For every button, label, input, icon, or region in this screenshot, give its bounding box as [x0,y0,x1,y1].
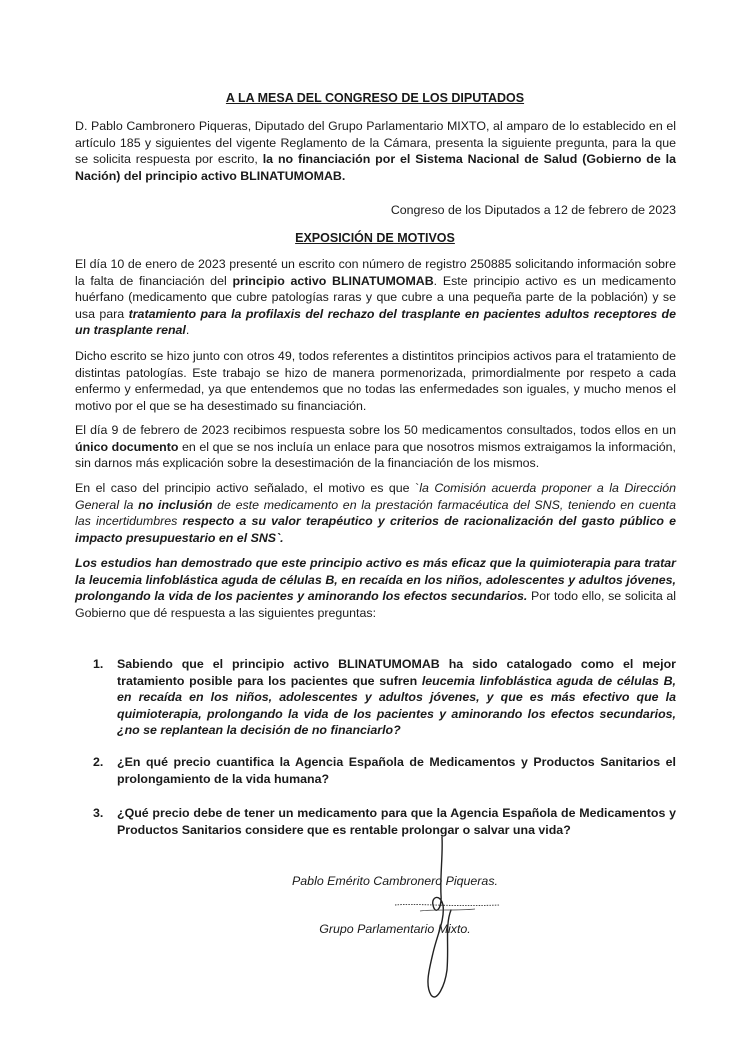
p1-text-e: . [185,323,190,337]
date-line: Congreso de los Diputados a 12 de febrero de 2023 [390,203,676,217]
p5-studies: Los estudios han demostrado que este principio activo es más eficaz que la quimioterapia para tratar la leucemia linfoblástica aguda de células B, en recaída en los niños, adolescentes y adultos jóvenes, prolongando la vida de los pacientes y aminorando los efectos secundarios. [75,556,676,603]
paragraph-4 [75,480,676,546]
paragraph-3 [75,422,676,472]
intro-subject: la no financiación por el Sistema Nacional de Salud (Gobierno de la Nación) del principio activo BLINATUMOMAB. [75,152,676,183]
question-3 [93,805,676,838]
handwritten-signature [385,835,505,1005]
signature-group: Grupo Parlamentario Mixto. [319,922,471,936]
signature-name: Pablo Emérito Cambronero Piqueras. [292,874,498,888]
p1-text-c: . Este principio activo es un medicamento huérfano (medicamento que cubre patologías raras y que cubre a una pequeña parte de la población) y se usa para [75,273,676,321]
section-title: EXPOSICIÓN DE MOTIVOS [295,231,455,245]
p4-quote-b: de este medicamento en la prestación farmacéutica del SNS, teniendo en cuenta las incertidumbres [75,497,676,528]
question-2-text: ¿En qué precio cuantifica la Agencia Española de Medicamentos y Productos Sanitarios el prolongamiento de la vida humana? [117,755,676,786]
p4-no-inclusion: no inclusión [138,497,213,512]
p1-text-a: El día 10 de enero de 2023 presenté un escrito con número de registro 250885 solicitando información sobre la falta de financiación del [75,257,676,288]
question-number: 1. [93,657,104,671]
question-1 [93,656,676,739]
question-2 [93,754,676,787]
p4-text-a: En el caso del principio activo señalado, el motivo es que ` [75,481,420,495]
p3-unique-doc: único documento [75,439,179,454]
paragraph-1 [75,256,676,339]
question-1-text: Sabiendo que el principio activo BLINATUMOMAB ha sido catalogado como el mejor tratamiento posible para los pacientes que sufren [117,657,676,688]
question-number: 3. [93,806,104,820]
p4-quote-c: respecto a su valor terapéutico y criterios de racionalización del gasto público e impacto presupuestario en el SNS`. [75,514,677,545]
intro-text: D. Pablo Cambronero Piqueras, Diputado del Grupo Parlamentario MIXTO, al amparo de lo establecido en el artículo 185 y siguientes del vigente Reglamento de la Cámara, presenta la siguiente pregunta, para la que se solicita respuesta por escrito, [75,119,676,166]
p5-request: Por todo ello, se solicita al Gobierno que dé respuesta a las siguientes preguntas: [75,589,676,620]
p1-drug-name: principio activo BLINATUMOMAB [232,273,434,288]
paragraph-5 [75,555,676,621]
intro-paragraph [75,118,676,184]
document-heading: A LA MESA DEL CONGRESO DE LOS DIPUTADOS [225,91,525,105]
question-3-text: ¿Qué precio debe de tener un medicamento para que la Agencia Española de Medicamentos y Productos Sanitarios considere que es rentable prolongar o salvar una vida? [117,806,676,837]
paragraph-2: Dicho escrito se hizo junto con otros 49, todos referentes a distintitos principios activos para el tratamiento de distintas patologías. Este trabajo se hizo de manera pormenorizada, primordialmente por respeto a cada enfermo y enfermedad, ya que entendemos que no todas las enfermedades son iguales, y mucho menos el motivo por el que se ha desestimado su financiación. [75,349,676,413]
p3-text-c: en el que se nos incluía un enlace para que nosotros mismos extraigamos la información, sin darnos más explicación sobre la desestimación de la financiación de los mismos. [75,439,676,470]
p1-treatment: tratamiento para la profilaxis del rechazo del trasplante en pacientes adultos receptores de un trasplante renal [75,306,676,337]
question-number: 2. [93,755,104,769]
p3-text-a: El día 9 de febrero de 2023 recibimos respuesta sobre los 50 medicamentos consultados, todos ellos en un [75,423,676,437]
p4-quote-a: la Comisión acuerda proponer a la Dirección General la [75,481,676,512]
question-1-italic: leucemia linfoblástica aguda de células B, en recaída en los niños, adolescentes y adultos jóvenes, y que es más efectivo que la quimioterapia, prolongando la vida de los pacientes y aminorando los efectos secundarios, ¿no se replantean la decisión de no financiarlo? [117,673,676,737]
